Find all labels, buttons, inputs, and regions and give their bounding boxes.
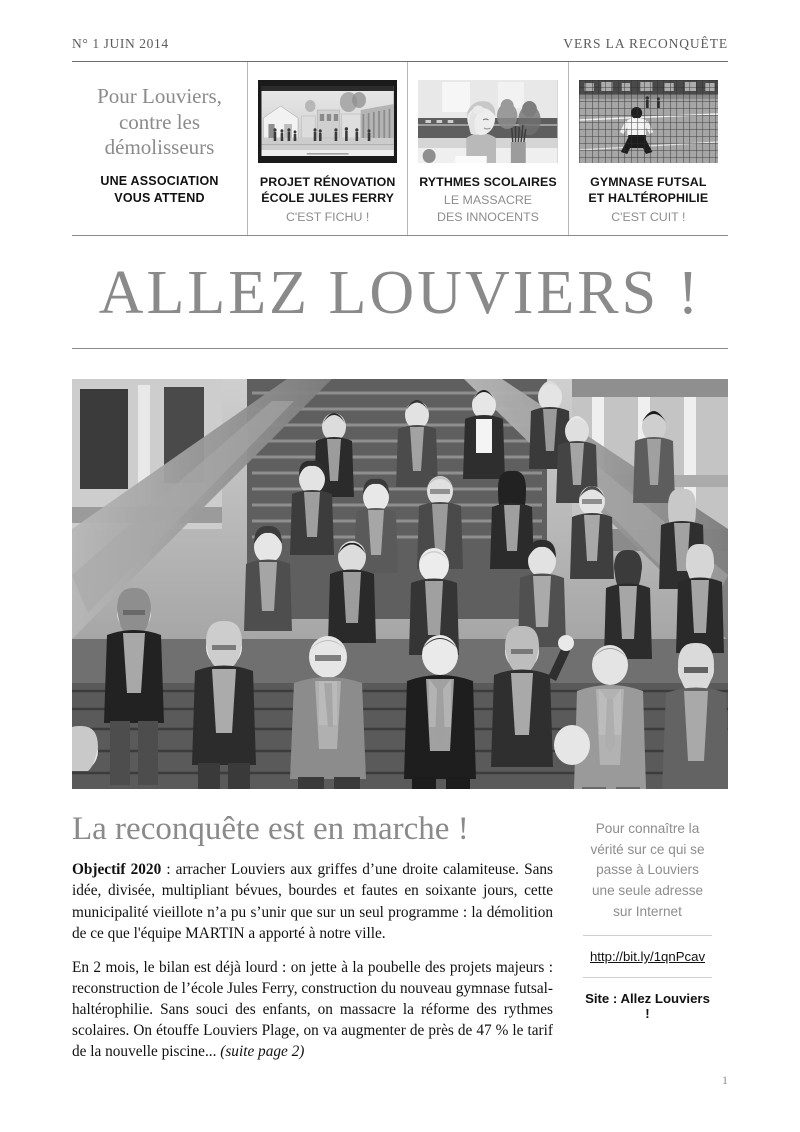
teaser-2-kicker-line2: DES INNOCENTS bbox=[437, 209, 539, 224]
association-title bbox=[97, 84, 222, 161]
association-subtitle bbox=[100, 173, 218, 207]
article-paragraph-1-text: : arracher Louviers aux griffes d’une droite calamiteuse. Sans idée, divisée, multipliant bévues, bourdes et fautes en soixante jours, cette municipalité vieillote n’a pu s’unir que sur un seul programme : la démolition de ce que l'équipe MARTIN a apporté à notre ville. bbox=[72, 861, 554, 942]
futsal-court-thumbnail bbox=[579, 80, 718, 163]
article-lead-in: Objectif 2020 bbox=[72, 861, 162, 879]
sidebar-divider-top bbox=[583, 935, 712, 936]
teaser-1-kicker-line1: C'EST FICHU ! bbox=[285, 209, 370, 224]
article-sidebar bbox=[569, 811, 712, 1075]
teaser-2-kicker-line1: LE MASSACRE bbox=[443, 193, 533, 208]
association-subtitle-line2: VOUS ATTEND bbox=[114, 190, 205, 205]
sidebar-site-name: Site : Allez Louviers ! bbox=[585, 991, 710, 1022]
hero-group-photo bbox=[72, 379, 728, 789]
sidebar-url-link[interactable]: http://bit.ly/1qnPcav bbox=[589, 949, 706, 965]
issue-number: N° 1 JUIN 2014 bbox=[72, 36, 169, 51]
teaser-3-kicker-line1: C'EST CUIT ! bbox=[611, 209, 686, 224]
page-number: 1 bbox=[722, 1073, 728, 1087]
article-headline: La reconquête est en marche ! bbox=[72, 811, 469, 847]
association-title-line3: démolisseurs bbox=[104, 135, 215, 160]
teaser-2-kicker bbox=[437, 192, 539, 225]
article-paragraph-2-text: En 2 mois, le bilan est déjà lourd : on jette à la poubelle des projets majeurs : reconstruction de l’école Jules Ferry, construction du nouveau gymnase futsal-haltérophilie. Sans souci des enfants, on massacre la réforme des rythmes scolaires. On étouffe Louviers Plage, on va augmenter de près de 47 % le tarif de la nouvelle piscine... bbox=[72, 958, 553, 1061]
teaser-3-headline-line2: ET HALTÉROPHILIE bbox=[588, 191, 709, 206]
teaser-1-headline bbox=[260, 174, 396, 207]
teaser-ecole-jules-ferry[interactable] bbox=[247, 62, 407, 235]
article-paragraph-1 bbox=[72, 859, 553, 943]
masthead-title: ALLEZ LOUVIERS ! bbox=[98, 259, 702, 327]
association-title-line2: contre les bbox=[118, 109, 201, 134]
tired-schoolchild-thumbnail bbox=[418, 80, 557, 163]
association-title-line1: Pour Louviers, bbox=[97, 84, 222, 108]
teaser-3-headline-line1: GYMNASE FUTSAL bbox=[590, 175, 707, 189]
teaser-2-headline-line1: RYTHMES SCOLAIRES bbox=[419, 175, 557, 189]
teaser-1-headline-line1: PROJET RÉNOVATION bbox=[259, 175, 396, 189]
teaser-rythmes-scolaires[interactable] bbox=[407, 62, 567, 235]
article-main-column bbox=[72, 811, 569, 1075]
teaser-gymnase-futsal[interactable] bbox=[568, 62, 728, 235]
sidebar-divider-bottom bbox=[583, 977, 712, 978]
teaser-1-kicker bbox=[286, 209, 369, 225]
teaser-1-headline-line2: ÉCOLE JULES FERRY bbox=[261, 191, 395, 206]
continuation-note: (suite page 2) bbox=[220, 1043, 305, 1061]
masthead-divider-bottom bbox=[72, 348, 728, 349]
teaser-association bbox=[72, 62, 247, 235]
header-slogan: VERS LA RECONQUÊTE bbox=[563, 36, 728, 51]
teaser-3-headline bbox=[588, 174, 708, 207]
page-header bbox=[72, 0, 728, 52]
teaser-2-headline bbox=[419, 174, 557, 190]
article-paragraph-2 bbox=[72, 957, 553, 1063]
article-section bbox=[72, 811, 728, 1075]
school-renovation-thumbnail bbox=[258, 80, 397, 163]
teaser-band bbox=[72, 62, 728, 235]
sidebar-blurb: Pour connaître la vérité sur ce qui se passe à Louviers une seule adresse sur Internet bbox=[590, 821, 705, 919]
association-subtitle-line1: UNE ASSOCIATION bbox=[100, 173, 219, 188]
teaser-3-kicker bbox=[611, 209, 685, 225]
